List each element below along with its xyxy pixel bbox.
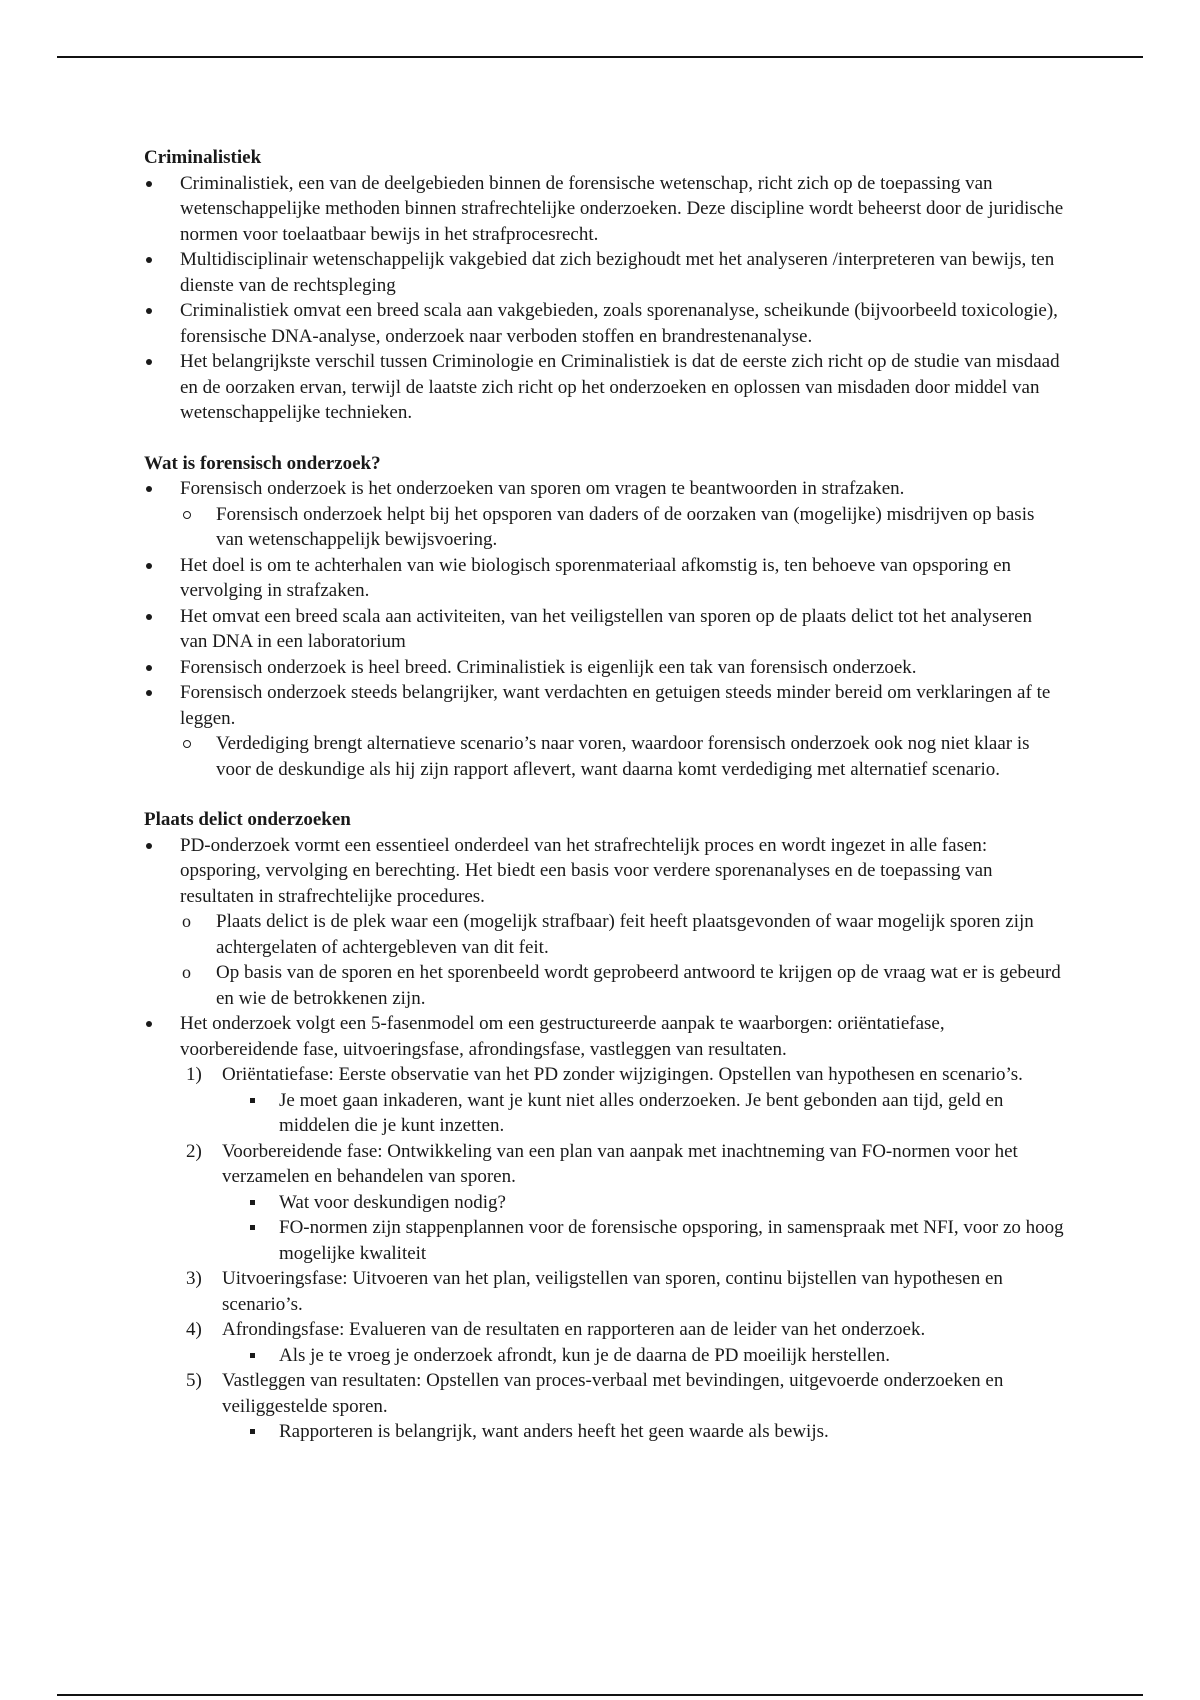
section-plaats-delict <box>144 807 1064 1445</box>
bullet-icon <box>144 476 180 492</box>
list-item-text: Forensisch onderzoek helpt bij het opsporen van daders of de oorzaken van (mogelijke) misdrijven op basis van wetenschappelijk bewijsvoering. <box>216 503 1035 550</box>
circle-bullet-icon <box>180 731 216 748</box>
section-heading: Wat is forensisch onderzoek? <box>144 452 381 474</box>
list-item-text: Oriëntatiefase: Eerste observatie van het PD zonder wijzigingen. Opstellen van hypothesen en scenario’s. <box>222 1064 1023 1085</box>
sub-sub-list-item <box>144 1343 1064 1369</box>
sub-list-item <box>144 909 1064 960</box>
list-item <box>144 553 1064 604</box>
list-item-text: Op basis van de sporen en het sporenbeeld wordt geprobeerd antwoord te krijgen op de vraag wat er is gebeurd en wie de betrokkenen zijn. <box>216 962 1061 1009</box>
list-item-text: Uitvoeringsfase: Uitvoeren van het plan, veiligstellen van sporen, continu bijstellen van hypothesen en scenario’s. <box>222 1268 1003 1315</box>
item-number: 3) <box>186 1268 202 1289</box>
list-item-text: Rapporteren is belangrijk, want anders heeft het geen waarde als bewijs. <box>279 1421 829 1442</box>
bullet-icon <box>144 680 180 696</box>
numbered-item <box>144 1062 1064 1088</box>
sub-sub-list-item <box>144 1419 1064 1445</box>
list-item-text: FO-normen zijn stappenplannen voor de forensische opsporing, in samenspraak met NFI, voor zo hoog mogelijke kwaliteit <box>279 1217 1064 1264</box>
list-item <box>144 833 1064 910</box>
sub-sub-list-item <box>144 1088 1064 1139</box>
list-item-text: Afrondingsfase: Evalueren van de resultaten en rapporteren aan de leider van het onderzoek. <box>222 1319 926 1340</box>
square-bullet-icon <box>246 1419 279 1434</box>
list-item-text: Forensisch onderzoek is heel breed. Criminalistiek is eigenlijk een tak van forensisch onderzoek. <box>180 656 917 678</box>
sub-list-item <box>144 502 1064 553</box>
list-item-text: PD-onderzoek vormt een essentieel onderdeel van het strafrechtelijk proces en wordt ingezet in alle fasen: opsporing, vervolging en berechting. Het biedt een basis voor verdere sporenanalyses en de toepassing van resultaten in strafrechtelijke procedures. <box>180 834 993 907</box>
bottom-rule <box>57 1694 1143 1696</box>
document-body <box>144 145 1064 1445</box>
list-item-text: Plaats delict is de plek waar een (mogelijk strafbaar) feit heeft plaatsgevonden of waar mogelijk sporen zijn achtergelaten of achtergebleven van dit feit. <box>216 911 1034 958</box>
list-item-text: Het belangrijkste verschil tussen Criminologie en Criminalistiek is dat de eerste zich richt op de studie van misdaad en de oorzaken ervan, terwijl de laatste zich richt op het onderzoeken en oplossen van misdaden door middel van wetenschappelijke technieken. <box>180 351 1060 423</box>
circle-bullet-icon <box>180 502 216 519</box>
section-heading: Plaats delict onderzoeken <box>144 809 351 830</box>
list-item-text: Wat voor deskundigen nodig? <box>279 1191 506 1213</box>
top-rule <box>57 56 1143 58</box>
list-item-text: Voorbereidende fase: Ontwikkeling van een plan van aanpak met inachtneming van FO-normen voor het verzamelen en behandelen van sporen. <box>222 1140 1018 1187</box>
list-item-text: Criminalistiek, een van de deelgebieden binnen de forensische wetenschap, richt zich op de toepassing van wetenschappelijke methoden binnen strafrechtelijke onderzoeken. Deze discipline wordt beheerst door de juridische normen voor toelaatbaar bewijs in het strafprocesrecht. <box>180 172 1064 245</box>
list-item <box>144 476 1064 502</box>
bullet-icon <box>144 833 180 849</box>
list-item-text: Als je te vroeg je onderzoek afrondt, kun je de daarna de PD moeilijk herstellen. <box>279 1344 890 1366</box>
list-item-text: Het omvat een breed scala aan activiteiten, van het veiligstellen van sporen op de plaats delict tot het analyseren van DNA in een laboratorium <box>180 605 1033 652</box>
list-item-text: Het doel is om te achterhalen van wie biologisch sporenmateriaal afkomstig is, ten behoeve van opsporing en vervolging in strafzaken. <box>180 554 1012 601</box>
list-item-text: Vastleggen van resultaten: Opstellen van proces-verbaal met bevindingen, uitgevoerde onderzoeken en veiliggestelde sporen. <box>222 1370 1004 1417</box>
section-forensisch-onderzoek <box>144 451 1064 783</box>
list-item-text: Verdediging brengt alternatieve scenario’s naar voren, waardoor forensisch onderzoek ook nog niet klaar is voor de deskundige als hij zijn rapport aflevert, want daarna komt verdediging met alternatief scenario. <box>216 733 1030 780</box>
square-bullet-icon <box>246 1088 279 1103</box>
sub-sub-list-item <box>144 1215 1064 1266</box>
list-item <box>144 349 1064 426</box>
bullet-list <box>144 476 1064 782</box>
bullet-icon <box>144 1011 180 1027</box>
sub-list-item <box>144 731 1064 782</box>
bullet-list <box>144 171 1064 426</box>
list-item <box>144 298 1064 349</box>
square-bullet-icon <box>246 1343 279 1358</box>
list-item-text: Criminalistiek omvat een breed scala aan vakgebieden, zoals sporenanalyse, scheikunde (bijvoorbeeld toxicologie), forensische DNA-analyse, onderzoek naar verboden stoffen en brandrestenanalyse. <box>180 300 1058 347</box>
o-bullet-icon: o <box>182 962 191 982</box>
list-item-text: Je moet gaan inkaderen, want je kunt niet alles onderzoeken. Je bent gebonden aan tijd, geld en middelen die je kunt inzetten. <box>279 1089 1004 1136</box>
numbered-item <box>144 1368 1064 1419</box>
list-item <box>144 247 1064 298</box>
item-number: 2) <box>186 1140 202 1162</box>
bullet-icon <box>144 655 180 671</box>
item-number: 4) <box>186 1319 202 1340</box>
list-item <box>144 604 1064 655</box>
numbered-item <box>144 1266 1064 1317</box>
list-item <box>144 171 1064 248</box>
list-item-text: Forensisch onderzoek steeds belangrijker, want verdachten en getuigen steeds minder bereid om verklaringen af te leggen. <box>180 682 1051 729</box>
square-bullet-icon <box>246 1190 279 1205</box>
list-item-text: Het onderzoek volgt een 5-fasenmodel om een gestructureerde aanpak te waarborgen: oriëntatiefase, voorbereidende fase, uitvoeringsfase, afrondingsfase, vastleggen van resultaten. <box>180 1013 945 1060</box>
section-heading: Criminalistiek <box>144 147 262 168</box>
numbered-item <box>144 1317 1064 1343</box>
sub-sub-list-item <box>144 1190 1064 1216</box>
section-criminalistiek <box>144 145 1064 426</box>
bullet-icon <box>144 247 180 263</box>
numbered-item <box>144 1139 1064 1190</box>
list-item-text: Multidisciplinair wetenschappelijk vakgebied dat zich bezighoudt met het analyseren /interpreteren van bewijs, ten dienste van de rechtspleging <box>180 249 1055 296</box>
bullet-icon <box>144 349 180 365</box>
sub-list-item <box>144 960 1064 1011</box>
item-number: 5) <box>186 1370 202 1391</box>
bullet-icon <box>144 604 180 620</box>
bullet-icon <box>144 298 180 314</box>
item-number: 1) <box>186 1064 202 1085</box>
square-bullet-icon <box>246 1215 279 1230</box>
list-item <box>144 1011 1064 1062</box>
bullet-icon <box>144 553 180 569</box>
bullet-list <box>144 833 1064 1445</box>
list-item <box>144 680 1064 731</box>
list-item-text: Forensisch onderzoek is het onderzoeken van sporen om vragen te beantwoorden in strafzaken. <box>180 478 905 499</box>
bullet-icon <box>144 171 180 187</box>
o-bullet-icon: o <box>182 911 191 931</box>
list-item <box>144 655 1064 681</box>
